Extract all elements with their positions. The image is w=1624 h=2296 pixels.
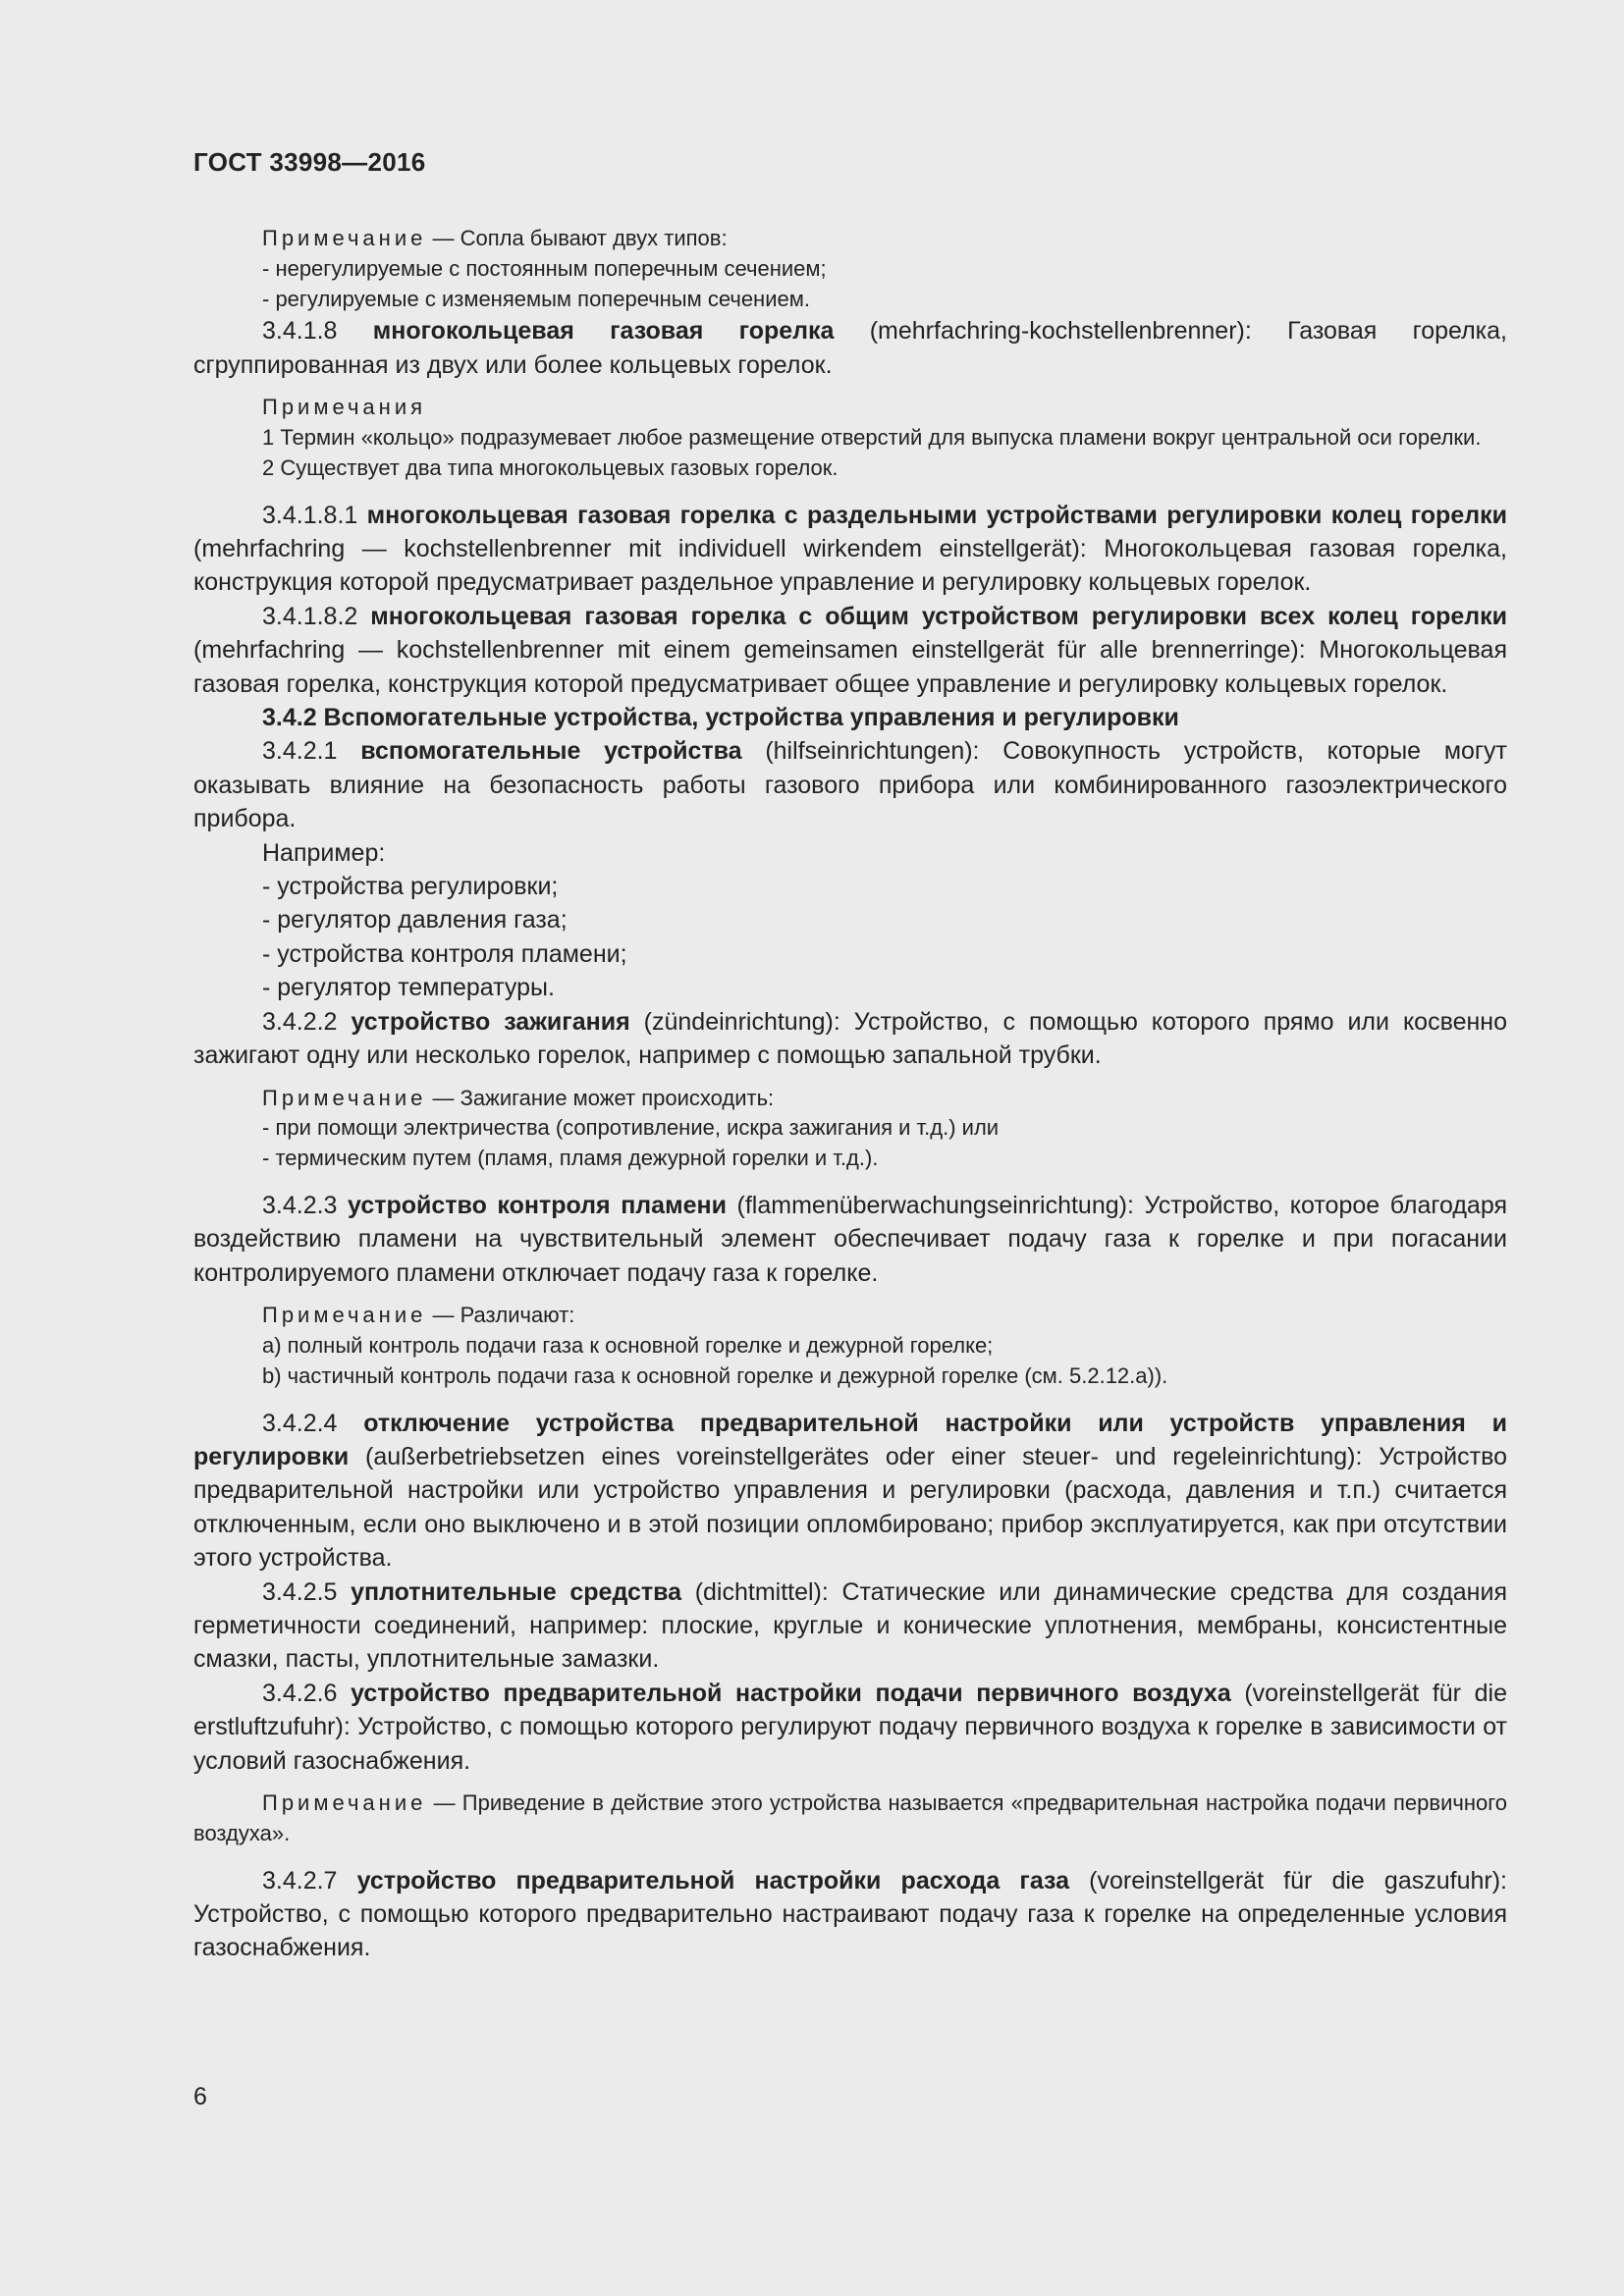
clause-number: 3.4.2.3 [262,1191,338,1219]
note-label: Примечание [262,226,427,250]
list-item: - устройства регулировки; [262,873,559,901]
clause-term: вспомогательные устройства [360,737,742,766]
list-item: - регулятор температуры. [262,974,555,1002]
note-item: - при помощи электричества (сопротивление, искра зажигания и т.д.) или [262,1115,1000,1141]
clause-term: уплотнительные средства [351,1577,682,1606]
note-item: - нерегулируемые с постоянным поперечным сечением; [262,255,827,281]
note-text: — Сопла бывают двух типов: [432,226,728,250]
clause-number: 3.4.2.7 [262,1866,338,1895]
list-item: - регулятор давления газа; [262,906,568,934]
note-item: - регулируемые с изменяемым поперечным сечением. [262,286,810,311]
example-label: Например: [262,838,386,867]
note-item: a) полный контроль подачи газа к основной горелке и дежурной горелке; [262,1332,994,1358]
clause-text: (zündeinrichtung): Устройство, с помощью которого прямо или косвенно зажигают одну или несколько горелок, например с помощью запальной трубки. [193,1007,1507,1070]
note-line [193,1301,1507,1331]
document-body [193,224,1507,1965]
note-item: - термическим путем (пламя, пламя дежурной горелки и т.д.). [262,1146,879,1171]
clause-number: 3.4.2.1 [262,737,338,766]
clause-3-4-2-4 [193,1407,1507,1575]
note-label: Примечания [262,395,427,420]
clause-number: 3.4.2.5 [262,1577,338,1606]
clause-number: 3.4.2.4 [262,1409,338,1437]
clause-3-4-2-1 [193,734,1507,835]
clause-number: 3.4.1.8.1 [262,501,358,529]
clause-number: 3.4.2.2 [262,1007,338,1036]
clause-term: устройство предварительной настройки подачи первичного воздуха [351,1679,1231,1707]
note-label: Примечание [262,1303,427,1328]
note-item: b) частичный контроль подачи газа к основной горелке и дежурной горелке (см. 5.2.12.a)). [262,1362,1168,1388]
clause-3-4-1-8-1 [193,499,1507,600]
note-block [193,1301,1507,1391]
clause-number: 3.4.1.8.2 [262,602,358,630]
notes-block [193,393,1507,483]
clause-text: (hilfseinrichtungen): Совокупность устройств, которые могут оказывать влияние на безопасность работы газового прибора или комбинированного газоэлектрического прибора. [193,737,1507,833]
clause-term: устройство предварительной настройки расхода газа [356,1866,1070,1895]
note-line [193,1084,1507,1114]
clause-text: (außerbetriebsetzen eines voreinstellgerätes oder einer steuer- und regeleinrichtung): Устройство предварительной настройки или устройство управления и регулировки (расхода, давления и т.п.) считается отключенным, если оно выключено и в этой позиции опломбировано; прибор эксплуатируется, как при отсутствии этого устройства. [193,1442,1507,1573]
clause-3-4-2-7 [193,1864,1507,1965]
clause-term: отключение устройства предварительной настройки или устройств управления и регулировки [193,1409,1507,1470]
clause-text: (voreinstellgerät für die erstluftzufuhr): Устройство, с помощью которого регулируют подачу первичного воздуха к горелке в зависимости от условий газоснабжения. [193,1679,1507,1775]
clause-number: 3.4.2.6 [262,1679,338,1707]
document-header: ГОСТ 33998—2016 [193,147,426,177]
note-line [193,393,1507,423]
note-block [193,1789,1507,1849]
clause-text: (mehrfachring-kochstellenbrenner): Газовая горелка, сгруппированная из двух или более кольцевых горелок. [193,317,1507,379]
clause-3-4-1-8 [193,314,1507,382]
clause-term: устройство контроля пламени [348,1191,727,1219]
note-block [193,224,1507,314]
note-line [193,1789,1507,1849]
clause-text: (mehrfachring — kochstellenbrenner mit individuell wirkendem einstellgerät): Многокольцевая газовая горелка, конструкция которой предусматривает раздельное управление и регулировку кольцевых горелок. [193,535,1507,597]
note-text: — Различают: [432,1303,575,1328]
list-item: - устройства контроля пламени; [262,939,627,968]
clause-text: (voreinstellgerät für die gaszufuhr): Устройство, с помощью которого предварительно настраивают подачу газа к горелке на определенные условия газоснабжения. [193,1866,1507,1962]
note-label: Примечание [262,1085,427,1110]
clause-term: многокольцевая газовая горелка [372,317,835,346]
page-number: 6 [193,2083,207,2110]
clause-term: многокольцевая газовая горелка с общим устройством регулировки всех колец горелки [370,602,1508,630]
clause-3-4-2-3 [193,1189,1507,1290]
note-item: 2 Существует два типа многокольцевых газовых горелок. [262,454,839,480]
clause-text: (dichtmittel): Статические или динамические средства для создания герметичности соединений, например: плоские, круглые и конические уплотнения, мембраны, консистентные смазки, пасты, уплотнительные замазки. [193,1577,1507,1674]
note-text: — Приведение в действие этого устройства называется «предварительная настройка подачи первичного воздуха». [193,1789,1507,1845]
note-block [193,1084,1507,1174]
section-heading-3-4-2: 3.4.2 Вспомогательные устройства, устройства управления и регулировки [262,704,1179,732]
note-line [193,224,1507,254]
clause-3-4-2-2 [193,1005,1507,1073]
clause-term: многокольцевая газовая горелка с раздельными устройствами регулировки колец горелки [366,501,1507,529]
clause-3-4-2-6 [193,1677,1507,1778]
clause-number: 3.4.1.8 [262,317,338,346]
clause-text: (mehrfachring — kochstellenbrenner mit einem gemeinsamen einstellgerät für alle brennerringe): Многокольцевая газовая горелка, конструкция которой предусматривает общее управление и регулировку кольцевых горелок. [193,636,1507,698]
clause-3-4-1-8-2 [193,600,1507,701]
clause-term: устройство зажигания [351,1007,630,1036]
note-label: Примечание [262,1789,427,1815]
clause-3-4-2-5 [193,1575,1507,1677]
clause-text: (flammenüberwachungseinrichtung): Устройство, которое благодаря воздействию пламени на чувствительный элемент обеспечивает подачу газа к горелке и при погасании контролируемого пламени отключает подачу газа к горелке. [193,1191,1507,1287]
note-text: — Зажигание может происходить: [432,1085,775,1110]
note-item: 1 Термин «кольцо» подразумевает любое размещение отверстий для выпуска пламени вокруг центральной оси горелки. [262,425,1482,450]
